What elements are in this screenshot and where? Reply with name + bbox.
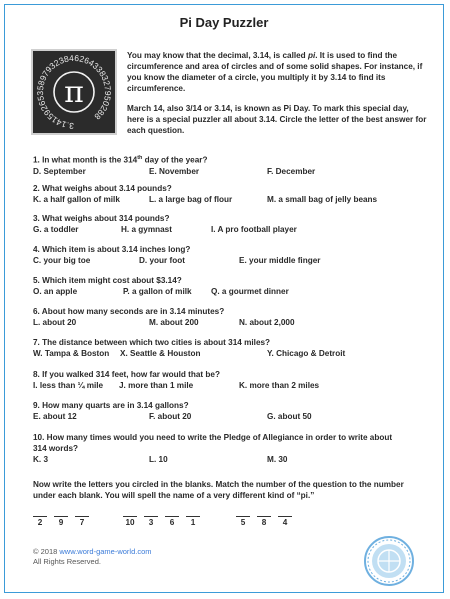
answer-option[interactable]: L. a large bag of flour [149,195,233,204]
question-2: 2. What weighs about 3.14 pounds? K. a half gallon of milk L. a large bag of flour M. a small bag of jelly beans [33,184,378,204]
question-7: 7. The distance between which two cities is about 314 miles? W. Tampa & Boston X. Seattle & Houston Y. Chicago & Detroit [33,338,346,358]
blank-number: 5 [240,518,246,527]
blank-number: 7 [79,518,85,527]
intro-text [127,50,427,145]
answer-option[interactable]: E. your middle finger [239,256,321,265]
answer-option[interactable]: C. your big toe [33,256,91,265]
blank-number: 6 [169,518,175,527]
answer-option[interactable]: Q. a gourmet dinner [211,287,289,296]
answer-option[interactable]: O. an apple [33,287,78,296]
blank-number: 9 [58,518,64,527]
worksheet-page [4,4,444,593]
answer-option[interactable]: J. more than 1 mile [119,381,194,390]
answer-option[interactable]: N. about 2,000 [239,318,295,327]
answer-option[interactable]: K. a half gallon of milk [33,195,120,204]
answer-option[interactable]: L. 10 [149,455,168,464]
question-3: 3. What weighs about 314 pounds? G. a toddler H. a gymnast I. A pro football player [33,214,297,234]
pi-symbol: π [64,75,84,110]
question-6: 6. About how many seconds are in 3.14 minutes? L. about 20 M. about 200 N. about 2,000 [33,307,295,327]
blank-number: 3 [148,518,154,527]
intro-paragraph-2: March 14, also 3/14 or 3.14, is known as Pi Day. To mark this special day, here is a special puzzler all about 3.14. Circle the letter of the best answer for each question. [127,104,427,135]
answer-option[interactable]: I. A pro football player [211,225,297,234]
answer-option[interactable]: M. about 200 [149,318,199,327]
answer-blanks [33,516,333,536]
copyright-footer: © 2018 www.word-game-world.com All Rights Reserved. [33,547,152,566]
site-logo-icon [363,535,415,587]
answer-option[interactable]: E. November [149,166,200,176]
page-title: Pi Day Puzzler [179,15,269,30]
answer-option[interactable]: F. December [267,166,316,176]
question-1: 1. In what month is the 314th day of the year? D. September E. November F. December [33,155,316,176]
answer-option[interactable]: G. a toddler [33,225,79,234]
pi-digits: 3.14159265358979323846264338327950288 [34,52,114,132]
answer-option[interactable]: Y. Chicago & Detroit [267,349,346,358]
answer-option[interactable]: F. about 20 [149,412,192,421]
answer-option[interactable]: I. less than ¼ mile [33,381,104,390]
blank-number: 10 [125,518,135,527]
blank-number: 4 [282,518,288,527]
answer-option[interactable]: W. Tampa & Boston [33,349,110,358]
blank-number: 1 [190,518,196,527]
answer-option[interactable]: K. 3 [33,455,49,464]
question-8: 8. If you walked 314 feet, how far would that be? I. less than ¼ mile J. more than 1 mile K. more than 2 miles [33,370,320,390]
answer-option[interactable]: K. more than 2 miles [239,381,320,390]
question-9: 9. How many quarts are in 3.14 gallons? E. about 12 F. about 20 G. about 50 [33,401,312,421]
instructions-text: Now write the letters you circled in the blanks. Match the number of the question to the number under each blank. You will spell the name of a very different kind of “pi.” [33,480,404,500]
answer-option[interactable]: P. a gallon of milk [123,287,192,296]
question-10: 10. How many times would you need to write the Pledge of Allegiance in order to write about 314 words? K. 3 L. 10 M. 30 [33,433,393,464]
site-link[interactable]: www.word-game-world.com [59,547,152,556]
pi-chalkboard-image [31,49,117,135]
blank-number: 8 [261,518,267,527]
answer-option[interactable]: L. about 20 [33,318,77,327]
answer-option[interactable]: G. about 50 [267,412,312,421]
intro-paragraph-1: You may know that the decimal, 3.14, is called pi. It is used to find the circumference and area of circles and of some solid shapes. For instance, if you know the diameter of a circle, you multiply it by 3.14 to find its circumference. [127,51,423,93]
blank-number: 2 [37,518,43,527]
answer-option[interactable]: E. about 12 [33,412,77,421]
question-4: 4. Which item is about 3.14 inches long? C. your big toe D. your foot E. your middle finger [33,245,321,265]
answer-option[interactable]: M. a small bag of jelly beans [267,195,378,204]
answer-option[interactable]: H. a gymnast [121,225,172,234]
question-5: 5. Which item might cost about $3.14? O. an apple P. a gallon of milk Q. a gourmet dinner [33,276,289,296]
answer-option[interactable]: X. Seattle & Houston [120,349,201,358]
answer-option[interactable]: D. September [33,166,86,176]
pi-symbol-icon [33,51,115,133]
answer-option[interactable]: D. your foot [139,256,185,265]
answer-option[interactable]: M. 30 [267,455,288,464]
